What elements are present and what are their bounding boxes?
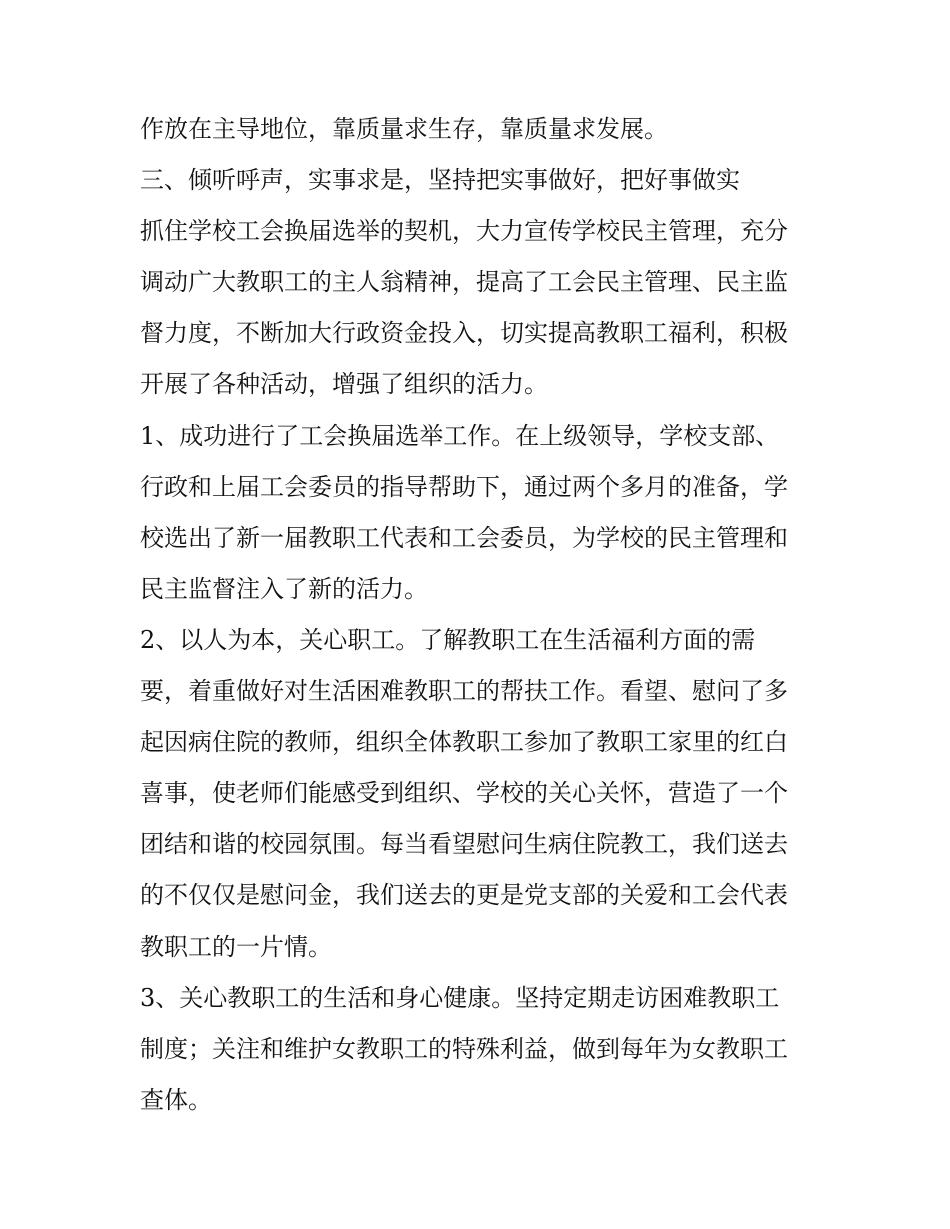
- text-line: 制度；关注和维护女教职工的特殊利益，做到每年为女教职工: [140, 1034, 788, 1063]
- text-line: 行政和上届工会委员的指导帮助下，通过两个多月的准备，学: [140, 472, 788, 501]
- item-2-line: 2、以人为本，关心职工。了解教职工在生活福利方面的需: [140, 625, 756, 654]
- text-line: 教职工的一片情。: [140, 932, 332, 961]
- text-line: 团结和谐的校园氛围。每当看望慰问生病住院教工，我们送去: [140, 830, 788, 859]
- text-line: 喜事，使老师们能感受到组织、学校的关心关怀，营造了一个: [140, 779, 788, 808]
- text-line: 调动广大教职工的主人翁精神，提高了工会民主管理、民主监: [140, 268, 788, 297]
- text-line: 查体。: [140, 1085, 212, 1114]
- text-line: 起因病住院的教师，组织全体教职工参加了教职工家里的红白: [140, 728, 788, 757]
- text-line: 作放在主导地位，靠质量求生存，靠质量求发展。: [140, 115, 668, 143]
- item-1-line: 1、成功进行了工会换届选举工作。在上级领导，学校支部、: [140, 421, 780, 450]
- text-line: 要，着重做好对生活困难教职工的帮扶工作。看望、慰问了多: [140, 677, 788, 706]
- document-body: [140, 104, 820, 1126]
- text-line: 开展了各种活动，增强了组织的活力。: [140, 370, 548, 399]
- item-3-line: 3、关心教职工的生活和身心健康。坚持定期走访困难教职工: [140, 983, 780, 1012]
- text-line: 的不仅仅是慰问金，我们送去的更是党支部的关爱和工会代表: [140, 881, 788, 910]
- text-line: 校选出了新一届教职工代表和工会委员，为学校的民主管理和: [140, 523, 788, 552]
- text-line: 抓住学校工会换届选举的契机，大力宣传学校民主管理，充分: [140, 217, 788, 246]
- text-line: 督力度，不断加大行政资金投入，切实提高教职工福利，积极: [140, 319, 788, 348]
- section-heading: 三、倾听呼声，实事求是，坚持把实事做好，把好事做实: [140, 166, 740, 195]
- text-line: 民主监督注入了新的活力。: [140, 574, 428, 603]
